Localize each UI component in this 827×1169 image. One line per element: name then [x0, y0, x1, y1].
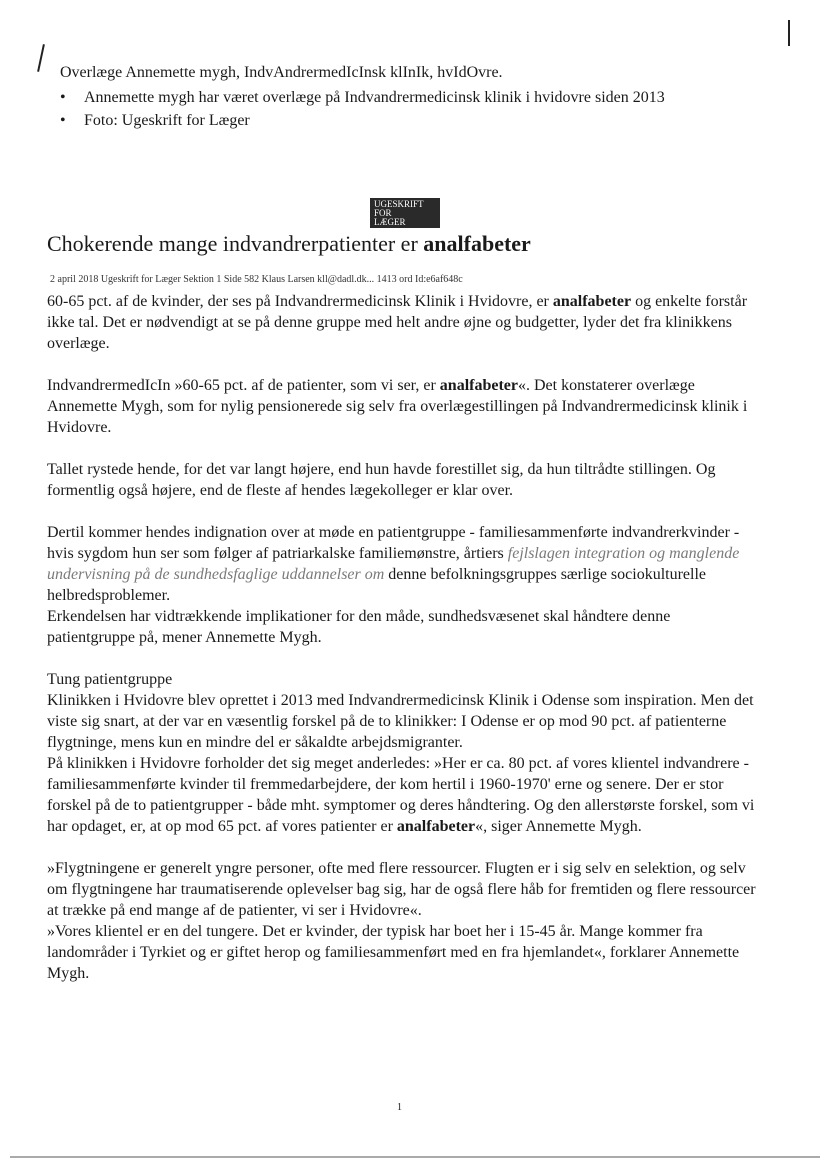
text: «, siger Annemette Mygh.	[475, 818, 642, 835]
paragraph	[47, 522, 759, 606]
paragraph	[47, 291, 759, 354]
article-meta: 2 april 2018 Ugeskrift for Læger Sektion 1 Side 582 Klaus Larsen kll@dadl.dk... 1413 ord Id:e6af648c	[50, 274, 463, 285]
logo-line: UGESKRIFT	[374, 199, 424, 209]
article-body	[47, 291, 759, 984]
scan-mark-left	[37, 44, 45, 72]
text: På klinikken i Hvidovre forholder det sig meget anderledes: »Her er ca. 80 pct. af vores klientel indvandrere - familiesammenførte kvinder til fremmedarbejdere, der kom hertil i 1960-1970' erne og senere. Der er stor forskel på de to patientgrupper - både mht. symptomer og deres håndtering. Og den allerstørste forskel, som vi har opdaget, er, at op mod 65 pct. af vores patienter er	[47, 755, 755, 835]
paragraph: »Vores klientel er en del tungere. Det er kvinder, der typisk har boet her i 15-45 år. Mange kommer fra landområder i Tyrkiet og er giftet herop og familiesammenført med en fra hjemlandet«, forklarer Annemette Mygh.	[47, 923, 740, 982]
paragraph	[47, 753, 759, 837]
title-bold: analfabeter	[423, 231, 531, 256]
caption-bullets	[60, 86, 665, 132]
text: Dertil kommer hendes indignation over at møde en patientgruppe - familiesammenførte indvandrerkvinder - hvis sygdom hun ser som følger af patriarkalske familiemønstre, årtiers	[47, 524, 740, 562]
paragraph: Klinikken i Hvidovre blev oprettet i 2013 med Indvandrermedicinsk Klinik i Odense som inspiration. Men det viste sig snart, at der var en væsentlig forskel på de to klinikker: I Odense er op mod 90 pct. af patienterne flygtninge, mens kun en mindre del er såkaldte arbejdsmigranter.	[47, 692, 754, 751]
photo-caption: Overlæge Annemette mygh, IndvAndrermedIcInsk klInIk, hvIdOvre.	[60, 64, 503, 81]
caption-bullet: • Foto: Ugeskrift for Læger	[60, 109, 665, 132]
keyword: analfabeter	[552, 293, 632, 310]
scan-mark-right	[788, 20, 790, 46]
article-title	[47, 230, 531, 258]
caption-bullet: • Annemette mygh har været overlæge på Indvandrermedicinsk klinik i hvidovre siden 2013	[60, 86, 665, 109]
logo-line: FOR	[374, 208, 392, 218]
text: «. Det konstaterer overlæge Annemette Mygh, som for nylig pensionerede sig selv fra overlægestillingen på Indvandrermedicinsk klinik i Hvidovre.	[47, 377, 748, 436]
text: IndvandrermedIcIn »60-65 pct. af de patienter, som vi ser, er	[47, 377, 440, 394]
subheading: Tung patientgruppe	[47, 671, 173, 688]
keyword: analfabeter	[439, 377, 518, 394]
paragraph	[47, 375, 759, 438]
logo-line: LÆGER	[374, 217, 406, 227]
title-text: Chokerende mange indvandrerpatienter er	[47, 231, 424, 256]
page-number: 1	[397, 1102, 402, 1113]
paragraph: Erkendelsen har vidtrækkende implikationer for den måde, sundhedsvæsenet skal håndtere denne patientgruppe på, mener Annemette Mygh.	[47, 608, 671, 646]
paragraph: »Flygtningene er generelt yngre personer, ofte med flere ressourcer. Flugten er i sig selv en selektion, og selv om flygtningene har traumatiserende oplevelser bag sig, har de også flere håb for fremtiden og flere ressourcer at trække på end mange af de patienter, vi ser i Hvidovre«.	[47, 860, 756, 919]
text: 60-65 pct. af de kvinder, der ses på Indvandrermedicinsk Klinik i Hvidovre, er	[47, 293, 553, 310]
paragraph: Tallet rystede hende, for det var langt højere, end hun havde forestillet sig, da hun tiltrådte stillingen. Og formentlig også højere, end de fleste af hendes lægekolleger er klar over.	[47, 461, 716, 499]
text: denne befolkningsgruppes særlige sociokulturelle helbredsproblemer.	[47, 566, 707, 604]
ugeskrift-logo	[370, 198, 440, 228]
scan-edge-rule	[10, 1156, 820, 1158]
faded-text: fejlslagen integration og manglende undervisning på de sundhedsfaglige uddannelser om	[47, 545, 740, 583]
text: og enkelte forstår ikke tal. Det er nødvendigt at se på denne gruppe med helt andre øjne og budgetter, lyder det fra klinikkens overlæge.	[47, 293, 748, 352]
keyword: analfabeter	[396, 818, 476, 835]
